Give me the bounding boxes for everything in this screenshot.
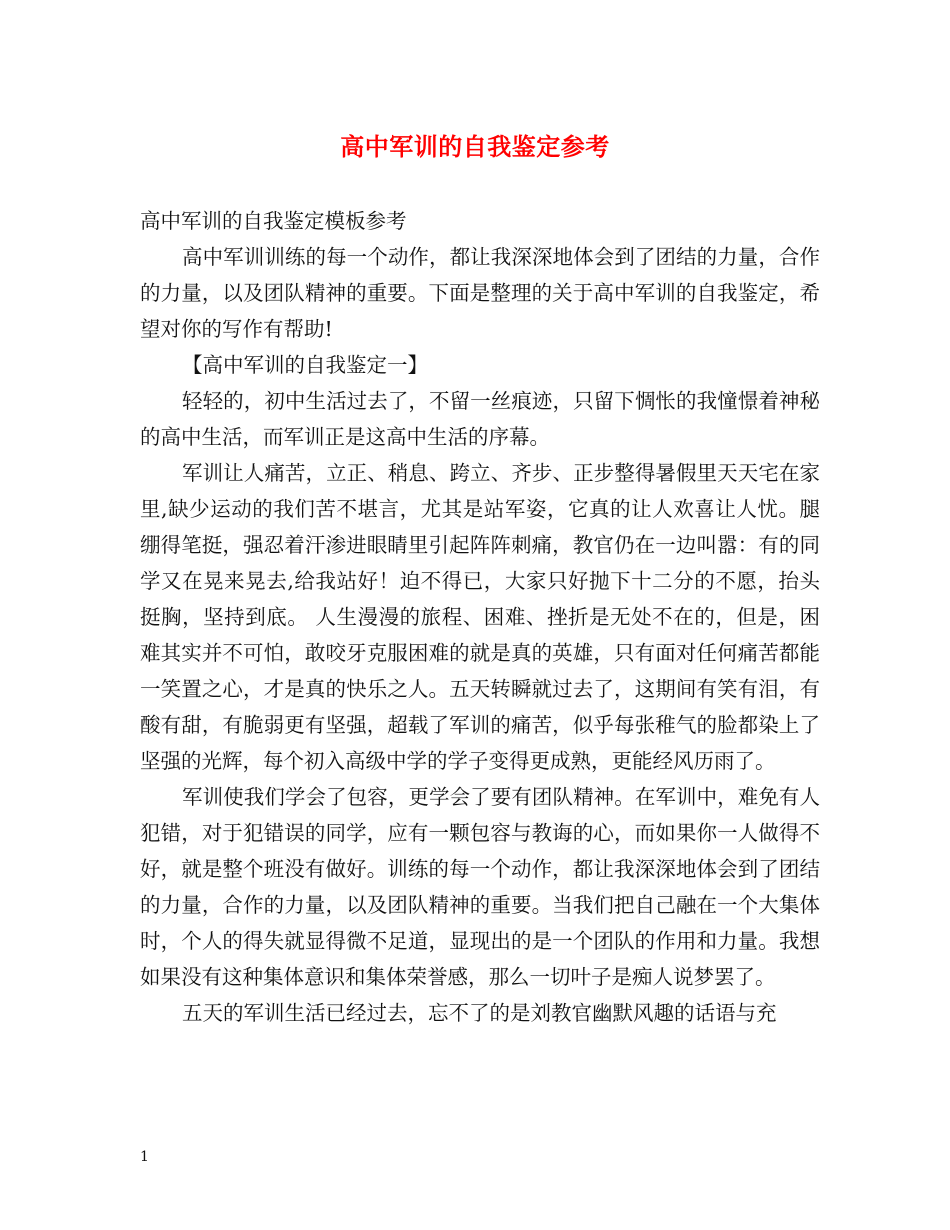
- document-body: [140, 203, 820, 1031]
- body-paragraph: 轻轻的，初中生活过去了，不留一丝痕迹，只留下惆怅的我憧憬着神秘的高中生活，而军训正是这高中生活的序幕。: [140, 389, 820, 449]
- subtitle-paragraph: 高中军训的自我鉴定模板参考: [140, 209, 407, 233]
- page-number: 1: [140, 1149, 149, 1165]
- section-heading: 【高中军训的自我鉴定一】: [182, 353, 428, 377]
- document-title: 高中军训的自我鉴定参考: [340, 132, 610, 161]
- body-paragraph: 军训让人痛苦，立正、稍息、跨立、齐步、正步整得暑假里天天宅在家里,缺少运动的我们苦不堪言，尤其是站军姿，它真的让人欢喜让人忧。腿绷得笔挺，强忍着汗渗进眼睛里引起阵阵刺痛，教官仍在一边叫嚣：有的同学又在晃来晃去,给我站好！迫不得已，大家只好抛下十二分的不愿，抬头挺胸，坚持到底。 人生漫漫的旅程、困难、挫折是无处不在的，但是，困难其实并不可怕，敢咬牙克服困难的就是真的英雄，只有面对任何痛苦都能一笑置之心，才是真的快乐之人。五天转瞬就过去了，这期间有笑有泪，有酸有甜，有脆弱更有坚强，超载了军训的痛苦，似乎每张稚气的脸都染上了坚强的光辉，每个初入高级中学的学子变得更成熟，更能经风历雨了。: [140, 461, 820, 773]
- body-paragraph: 五天的军训生活已经过去，忘不了的是刘教官幽默风趣的话语与充: [182, 1001, 777, 1025]
- intro-paragraph: 高中军训训练的每一个动作，都让我深深地体会到了团结的力量，合作的力量，以及团队精神的重要。下面是整理的关于高中军训的自我鉴定，希望对你的写作有帮助!: [140, 245, 820, 341]
- body-paragraph: 军训使我们学会了包容，更学会了要有团队精神。在军训中，难免有人犯错，对于犯错误的同学，应有一颗包容与教诲的心，而如果你一人做得不好，就是整个班没有做好。训练的每一个动作，都让我深深地体会到了团结的力量，合作的力量，以及团队精神的重要。当我们把自己融在一个大集体时，个人的得失就显得微不足道，显现出的是一个团队的作用和力量。我想如果没有这种集体意识和集体荣誉感，那么一切叶子是痴人说梦罢了。: [140, 785, 820, 989]
